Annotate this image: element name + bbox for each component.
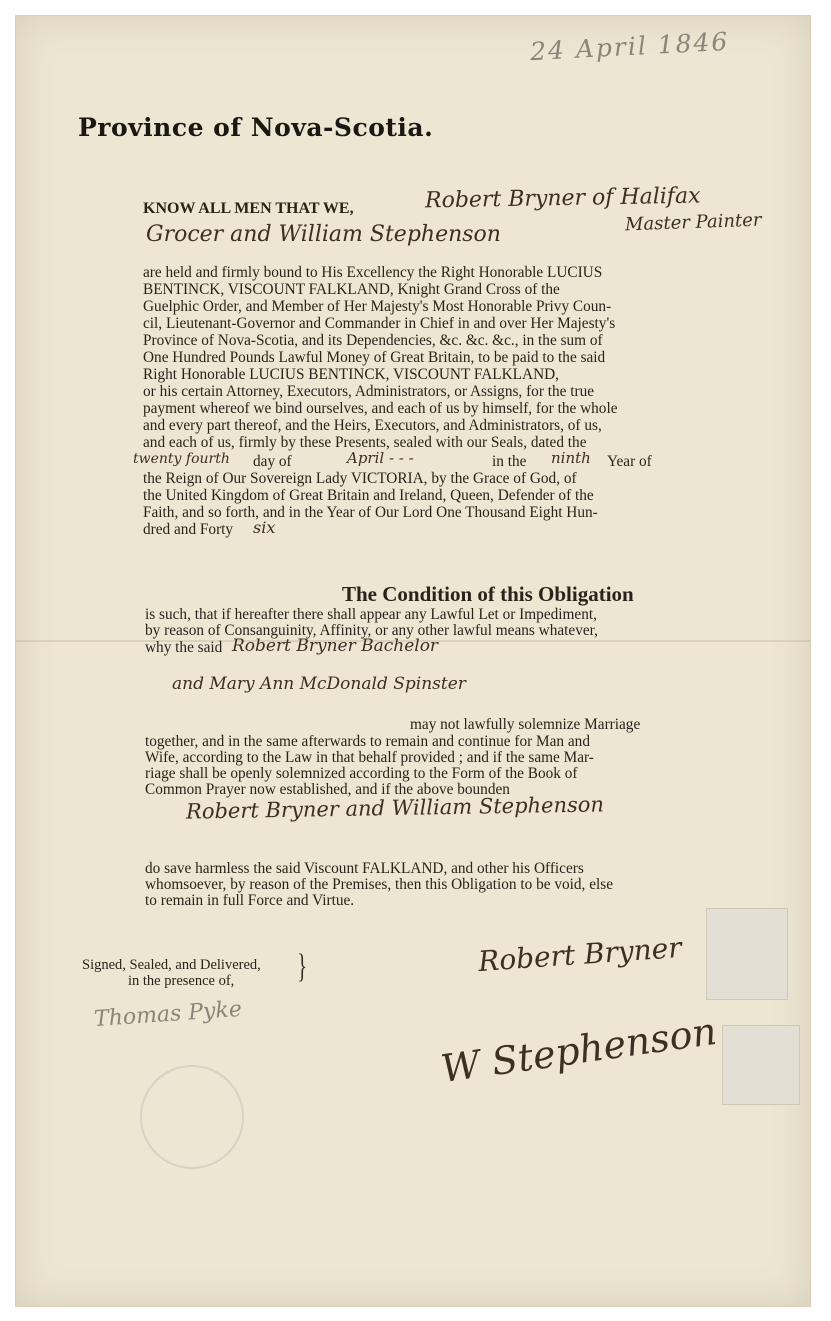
faint-seal-stamp	[140, 1065, 244, 1169]
hand-bride: and Mary Ann McDonald Spinster	[172, 674, 466, 694]
condition-line: whomsoever, by reason of the Premises, then this Obligation to be void, else	[145, 876, 613, 893]
witness-label-1: Signed, Sealed, and Delivered,	[82, 957, 261, 973]
date-word-in-the: in the	[492, 453, 527, 470]
bond-line: cil, Lieutenant-Governor and Commander in Chief in and over Her Majesty's	[143, 315, 616, 332]
hand-names-line-1: Robert Bryner of Halifax	[424, 183, 701, 214]
bond-line: Province of Nova-Scotia, and its Dependencies, &c. &c. &c., in the sum of	[143, 332, 603, 349]
bond-line: are held and firmly bound to His Excellency the Right Honorable LUCIUS	[143, 264, 603, 281]
intro-label: KNOW ALL MEN THAT WE,	[143, 200, 354, 217]
condition-why-said: why the said	[145, 639, 223, 656]
date-pencil-note: 24 April 1846	[529, 26, 730, 67]
condition-line: to remain in full Force and Virtue.	[145, 892, 355, 909]
witness-label-2: in the presence of,	[128, 973, 235, 989]
bond-line: the Reign of Our Sovereign Lady VICTORIA, by the Grace of God, of	[143, 470, 577, 487]
brace-icon: }	[297, 948, 308, 985]
date-word-day: day of	[253, 453, 292, 470]
condition-line: by reason of Consanguinity, Affinity, or any other lawful means whatever,	[145, 622, 598, 639]
document-paper	[16, 16, 810, 1306]
bond-line: Guelphic Order, and Member of Her Majesty's Most Honorable Privy Coun-	[143, 298, 612, 315]
condition-line: together, and in the same afterwards to remain and continue for Man and	[145, 733, 590, 750]
condition-line: Wife, according to the Law in that behalf provided ; and if the same Mar-	[145, 749, 594, 766]
hand-trade: Master Painter	[624, 209, 762, 236]
bond-line: and every part thereof, and the Heirs, Executors, and Administrators, of us,	[143, 417, 602, 434]
bond-line: and each of us, firmly by these Presents, sealed with our Seals, dated the	[143, 434, 587, 451]
seal-wafer-1	[706, 908, 788, 1000]
bond-line: One Hundred Pounds Lawful Money of Great Britain, to be paid to the said	[143, 349, 606, 366]
bond-line: Faith, and so forth, and in the Year of Our Lord One Thousand Eight Hun-	[143, 504, 598, 521]
signature-robert-bryner: Robert Bryner	[477, 930, 683, 979]
bond-line: Right Honorable LUCIUS BENTINCK, VISCOUNT FALKLAND,	[143, 366, 559, 383]
hand-names-line-2: Grocer and William Stephenson	[146, 222, 501, 247]
condition-line: is such, that if hereafter there shall appear any Lawful Let or Impediment,	[145, 606, 597, 623]
bond-line: the United Kingdom of Great Britain and Ireland, Queen, Defender of the	[143, 487, 594, 504]
seal-wafer-2	[722, 1025, 800, 1105]
hand-groom: Robert Bryner Bachelor	[232, 636, 439, 656]
condition-line: do save harmless the said Viscount FALKLAND, and other his Officers	[145, 860, 584, 877]
condition-line: riage shall be openly solemnized according to the Form of the Book of	[145, 765, 578, 782]
condition-line: Common Prayer now established, and if the above bounden	[145, 781, 510, 798]
date-word-year-of: Year of	[607, 453, 652, 470]
hand-year: six	[253, 518, 276, 537]
page-title: Province of Nova-Scotia.	[78, 113, 434, 142]
hand-date-month: April - - -	[347, 449, 414, 467]
bond-line: payment whereof we bind ourselves, and each of us by himself, for the whole	[143, 400, 618, 417]
bond-line: BENTINCK, VISCOUNT FALKLAND, Knight Grand Cross of the	[143, 281, 560, 298]
bond-line-last: dred and Forty	[143, 521, 234, 538]
hand-regnal-year: ninth	[551, 449, 591, 467]
condition-line: may not lawfully solemnize Marriage	[410, 716, 641, 733]
signature-w-stephenson: W Stephenson	[438, 1008, 720, 1092]
condition-heading: The Condition of this Obligation	[342, 582, 634, 606]
hand-bounden: Robert Bryner and William Stephenson	[185, 792, 605, 824]
hand-date-day: twenty fourth	[133, 451, 230, 467]
bond-line: or his certain Attorney, Executors, Administrators, or Assigns, for the true	[143, 383, 595, 400]
witness-signature: Thomas Pyke	[93, 996, 243, 1033]
